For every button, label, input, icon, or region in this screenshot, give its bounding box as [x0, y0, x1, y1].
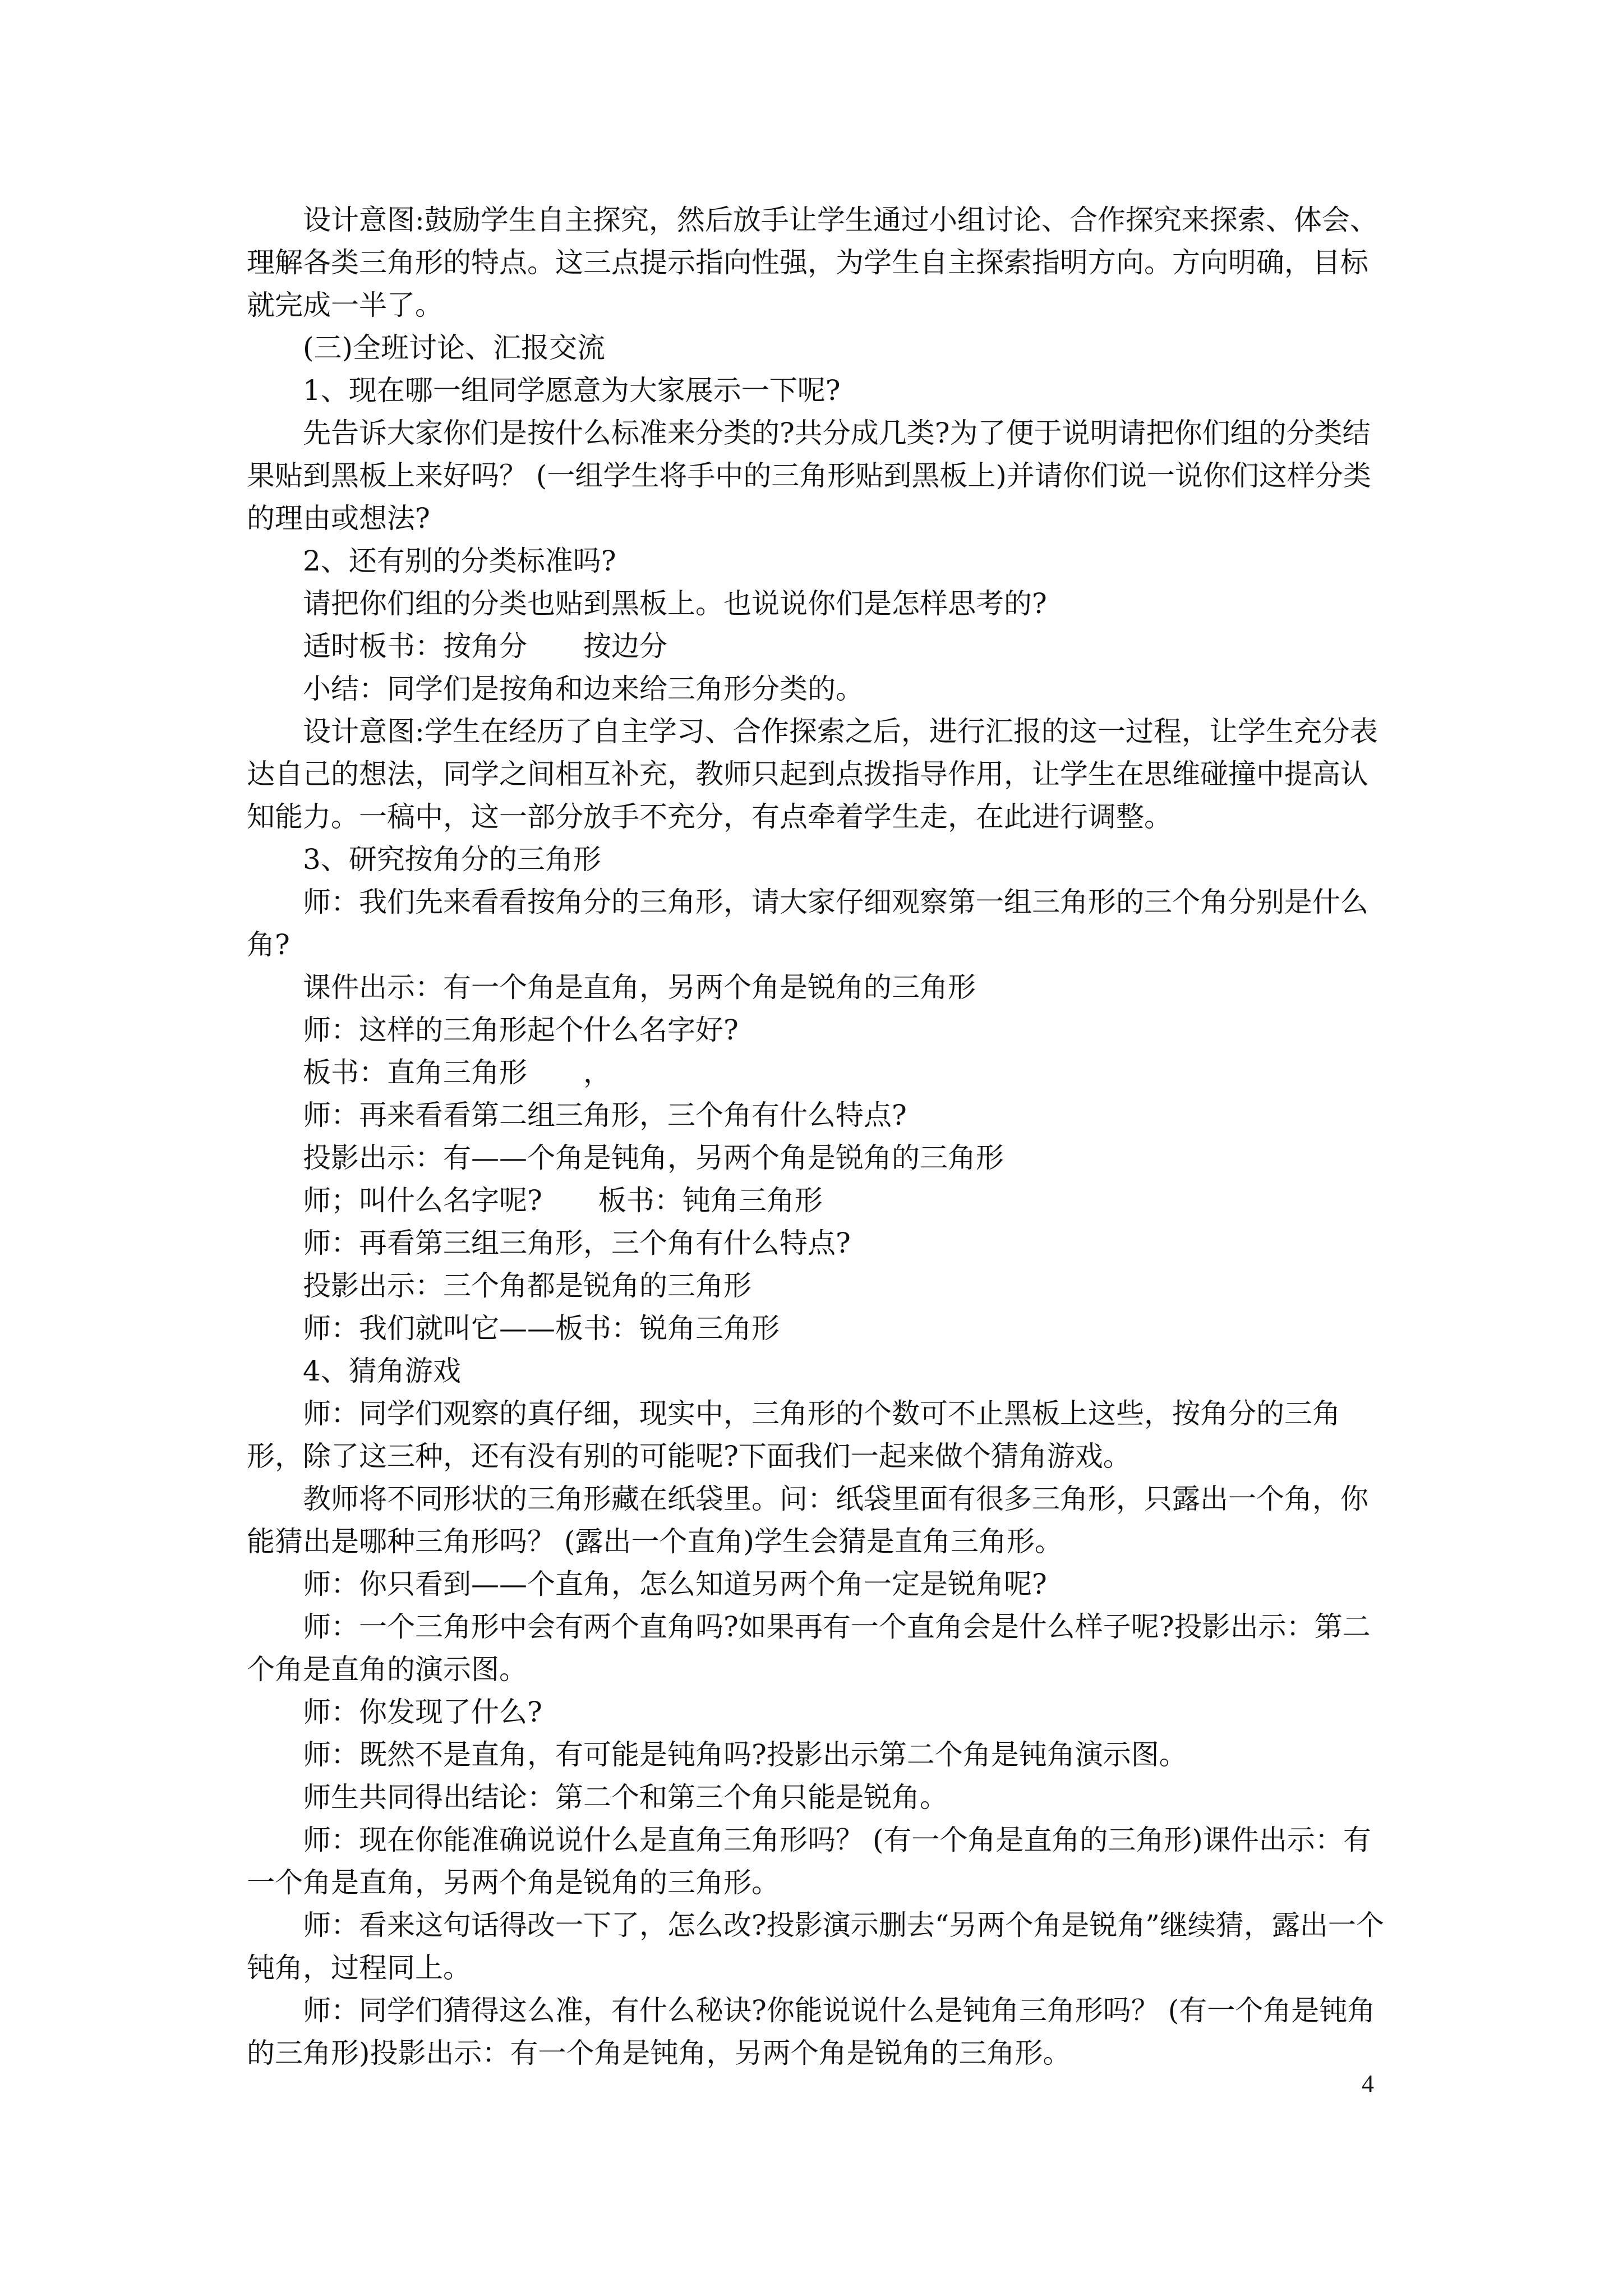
paragraph: 师：一个三角形中会有两个直角吗?如果再有一个直角会是什么样子呢?投影出示：第二个角是直角的演示图。 [247, 1611, 1371, 1686]
paragraph: 师；叫什么名字呢? 板书：钝角三角形 [303, 1184, 823, 1217]
paragraph: 师：这样的三角形起个什么名字好? [303, 1014, 739, 1046]
paragraph: 师：既然不是直角，有可能是钝角吗?投影出示第二个角是钝角演示图。 [303, 1738, 1187, 1771]
paragraph: 课件出示：有一个角是直角，另两个角是锐角的三角形 [303, 971, 976, 1004]
paragraph: 师：你发现了什么? [303, 1696, 542, 1728]
paragraph-summary: 小结：同学们是按角和边来给三角形分类的。 [303, 673, 864, 705]
paragraph: 师生共同得出结论：第二个和第三个角只能是锐角。 [303, 1781, 948, 1814]
section-heading-guess-game: 4、猜角游戏 [303, 1355, 461, 1387]
paragraph: 师：我们先来看看按角分的三角形，请大家仔细观察第一组三角形的三个角分别是什么角? [247, 886, 1368, 961]
paragraph: 先告诉大家你们是按什么标准来分类的?共分成几类?为了便于说明请把你们组的分类结果贴到黑板上来好吗？ (一组学生将手中的三角形贴到黑板上)并请你们说一说你们这样分类的理由或想法? [247, 417, 1371, 535]
section-heading-angle-classification: 3、研究按角分的三角形 [303, 843, 601, 876]
section-heading-discussion: (三)全班讨论、汇报交流 [303, 332, 606, 364]
paragraph: 投影出示：有——个角是钝角，另两个角是锐角的三角形 [303, 1142, 1004, 1174]
paragraph-board-note: 适时板书：按角分 按边分 [303, 630, 667, 662]
paragraph: 投影出示：三个角都是锐角的三角形 [303, 1269, 751, 1302]
paragraph: 师：看来这句话得改一下了，怎么改?投影演示删去“另两个角是锐角”继续猜，露出一个钝角，过程同上。 [247, 1909, 1384, 1984]
paragraph-design-intent-2: 设计意图:学生在经历了自主学习、合作探索之后，进行汇报的这一过程，让学生充分表达自己的想法，同学之间相互补充，教师只起到点拨指导作用，让学生在思维碰撞中提高认知能力。一稿中，这一部分放手不充分，有点牵着学生走，在此进行调整。 [247, 715, 1378, 833]
paragraph: 师：我们就叫它——板书：锐角三角形 [303, 1312, 780, 1345]
paragraph: 板书：直角三角形 ， [303, 1056, 611, 1089]
paragraph: 请把你们组的分类也贴到黑板上。也说说你们是怎样思考的? [303, 587, 1047, 620]
paragraph: 1、现在哪一组同学愿意为大家展示一下呢? [303, 374, 841, 407]
paragraph: 师：再看第三组三角形，三个角有什么特点? [303, 1227, 851, 1259]
paragraph: 师：现在你能准确说说什么是直角三角形吗？ (有一个角是直角的三角形)课件出示：有一个角是直角，另两个角是锐角的三角形。 [247, 1824, 1371, 1899]
paragraph: 师：同学们观察的真仔细，现实中，三角形的个数可不止黑板上这些，按角分的三角形，除了这三种，还有没有别的可能呢?下面我们一起来做个猜角游戏。 [247, 1397, 1340, 1473]
paragraph: 教师将不同形状的三角形藏在纸袋里。问：纸袋里面有很多三角形，只露出一个角，你能猜出是哪种三角形吗？ (露出一个直角)学生会猜是直角三角形。 [247, 1483, 1368, 1558]
paragraph: 师：同学们猜得这么准，有什么秘诀?你能说说什么是钝角三角形吗？ (有一个角是钝角的三角形)投影出示：有一个角是钝角，另两个角是锐角的三角形。 [247, 1994, 1376, 2069]
paragraph: 2、还有别的分类标准吗? [303, 545, 616, 577]
page-body [247, 199, 1387, 2074]
paragraph: 师：你只看到——个直角，怎么知道另两个角一定是锐角呢? [303, 1568, 1047, 1600]
page-number: 4 [1362, 2070, 1374, 2097]
paragraph-design-intent-1: 设计意图:鼓励学生自主探究，然后放手让学生通过小组讨论、合作探究来探索、体会、理解各类三角形的特点。这三点提示指向性强，为学生自主探索指明方向。方向明确，目标就完成一半了。 [247, 204, 1378, 321]
paragraph: 师：再来看看第二组三角形，三个角有什么特点? [303, 1099, 907, 1131]
